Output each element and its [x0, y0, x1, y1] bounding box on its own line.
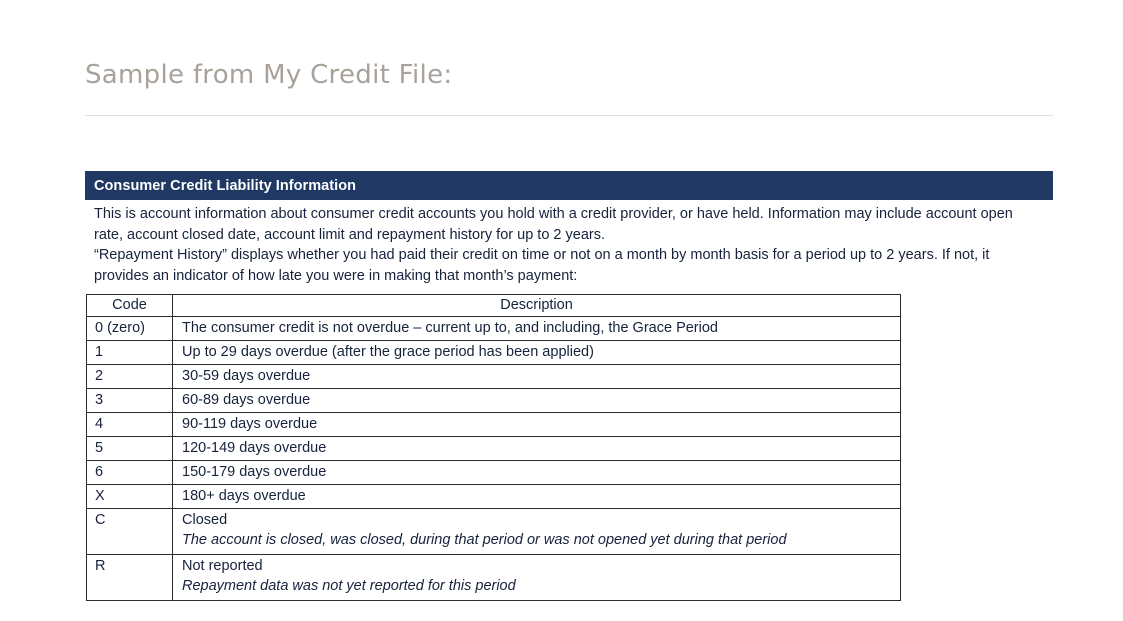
table-cell-code: 4 — [87, 413, 173, 437]
table-row — [87, 413, 901, 437]
table-cell-description — [173, 365, 901, 389]
description-main: 120-149 days overdue — [182, 440, 327, 456]
description-note: The account is closed, was closed, during that period or was not opened yet during that period — [182, 532, 787, 548]
table-cell-code: X — [87, 485, 173, 509]
intro-paragraph-1: This is account information about consumer credit accounts you hold with a credit provider, or have held. Information may include account open rate, account closed date, account limit and repayment history for up to 2 years. — [94, 206, 1013, 243]
description-main: 90-119 days overdue — [182, 416, 318, 432]
table-cell-code: C — [87, 509, 173, 555]
description-main: Closed — [182, 512, 228, 528]
description-note: Repayment data was not yet reported for this period — [182, 578, 516, 594]
description-main: 30-59 days overdue — [182, 368, 311, 384]
repayment-history-code-table — [86, 294, 901, 601]
description-main: 150-179 days overdue — [182, 464, 327, 480]
table-header-row — [87, 295, 901, 317]
description-main: The consumer credit is not overdue – current up to, and including, the Grace Period — [182, 320, 718, 336]
table-cell-description — [173, 437, 901, 461]
table-cell-description — [173, 389, 901, 413]
description-main: 180+ days overdue — [182, 488, 306, 504]
table-cell-code: 5 — [87, 437, 173, 461]
table-cell-code: 3 — [87, 389, 173, 413]
table-cell-code: 0 (zero) — [87, 317, 173, 341]
table-cell-description — [173, 317, 901, 341]
table-row — [87, 437, 901, 461]
table-row — [87, 317, 901, 341]
table-row — [87, 461, 901, 485]
table-cell-description — [173, 413, 901, 437]
table-cell-description — [173, 555, 901, 601]
table-cell-description — [173, 485, 901, 509]
description-main: Not reported — [182, 558, 263, 574]
intro-text-block — [94, 204, 1044, 286]
table-cell-code: 2 — [87, 365, 173, 389]
table-cell-code: 6 — [87, 461, 173, 485]
table-cell-code: R — [87, 555, 173, 601]
page-title: Sample from My Credit File: — [85, 60, 453, 90]
column-header-code: Code — [87, 295, 173, 317]
table-row — [87, 341, 901, 365]
table-row — [87, 365, 901, 389]
intro-paragraph-2: “Repayment History” displays whether you had paid their credit on time or not on a month by month basis for a period up to 2 years. If not, it provides an indicator of how late you were in making that month’s payment: — [94, 247, 990, 284]
table-row — [87, 509, 901, 555]
table-cell-code: 1 — [87, 341, 173, 365]
table-row — [87, 485, 901, 509]
table-cell-description — [173, 341, 901, 365]
table-cell-description — [173, 509, 901, 555]
table-row — [87, 555, 901, 601]
section-header-label: Consumer Credit Liability Information — [94, 177, 357, 194]
title-divider — [85, 115, 1053, 116]
column-header-description: Description — [173, 295, 901, 317]
table-cell-description — [173, 461, 901, 485]
table-body — [87, 317, 901, 601]
table-row — [87, 389, 901, 413]
description-main: Up to 29 days overdue (after the grace period has been applied) — [182, 344, 594, 360]
section-header-bar — [85, 171, 1053, 200]
description-main: 60-89 days overdue — [182, 392, 311, 408]
